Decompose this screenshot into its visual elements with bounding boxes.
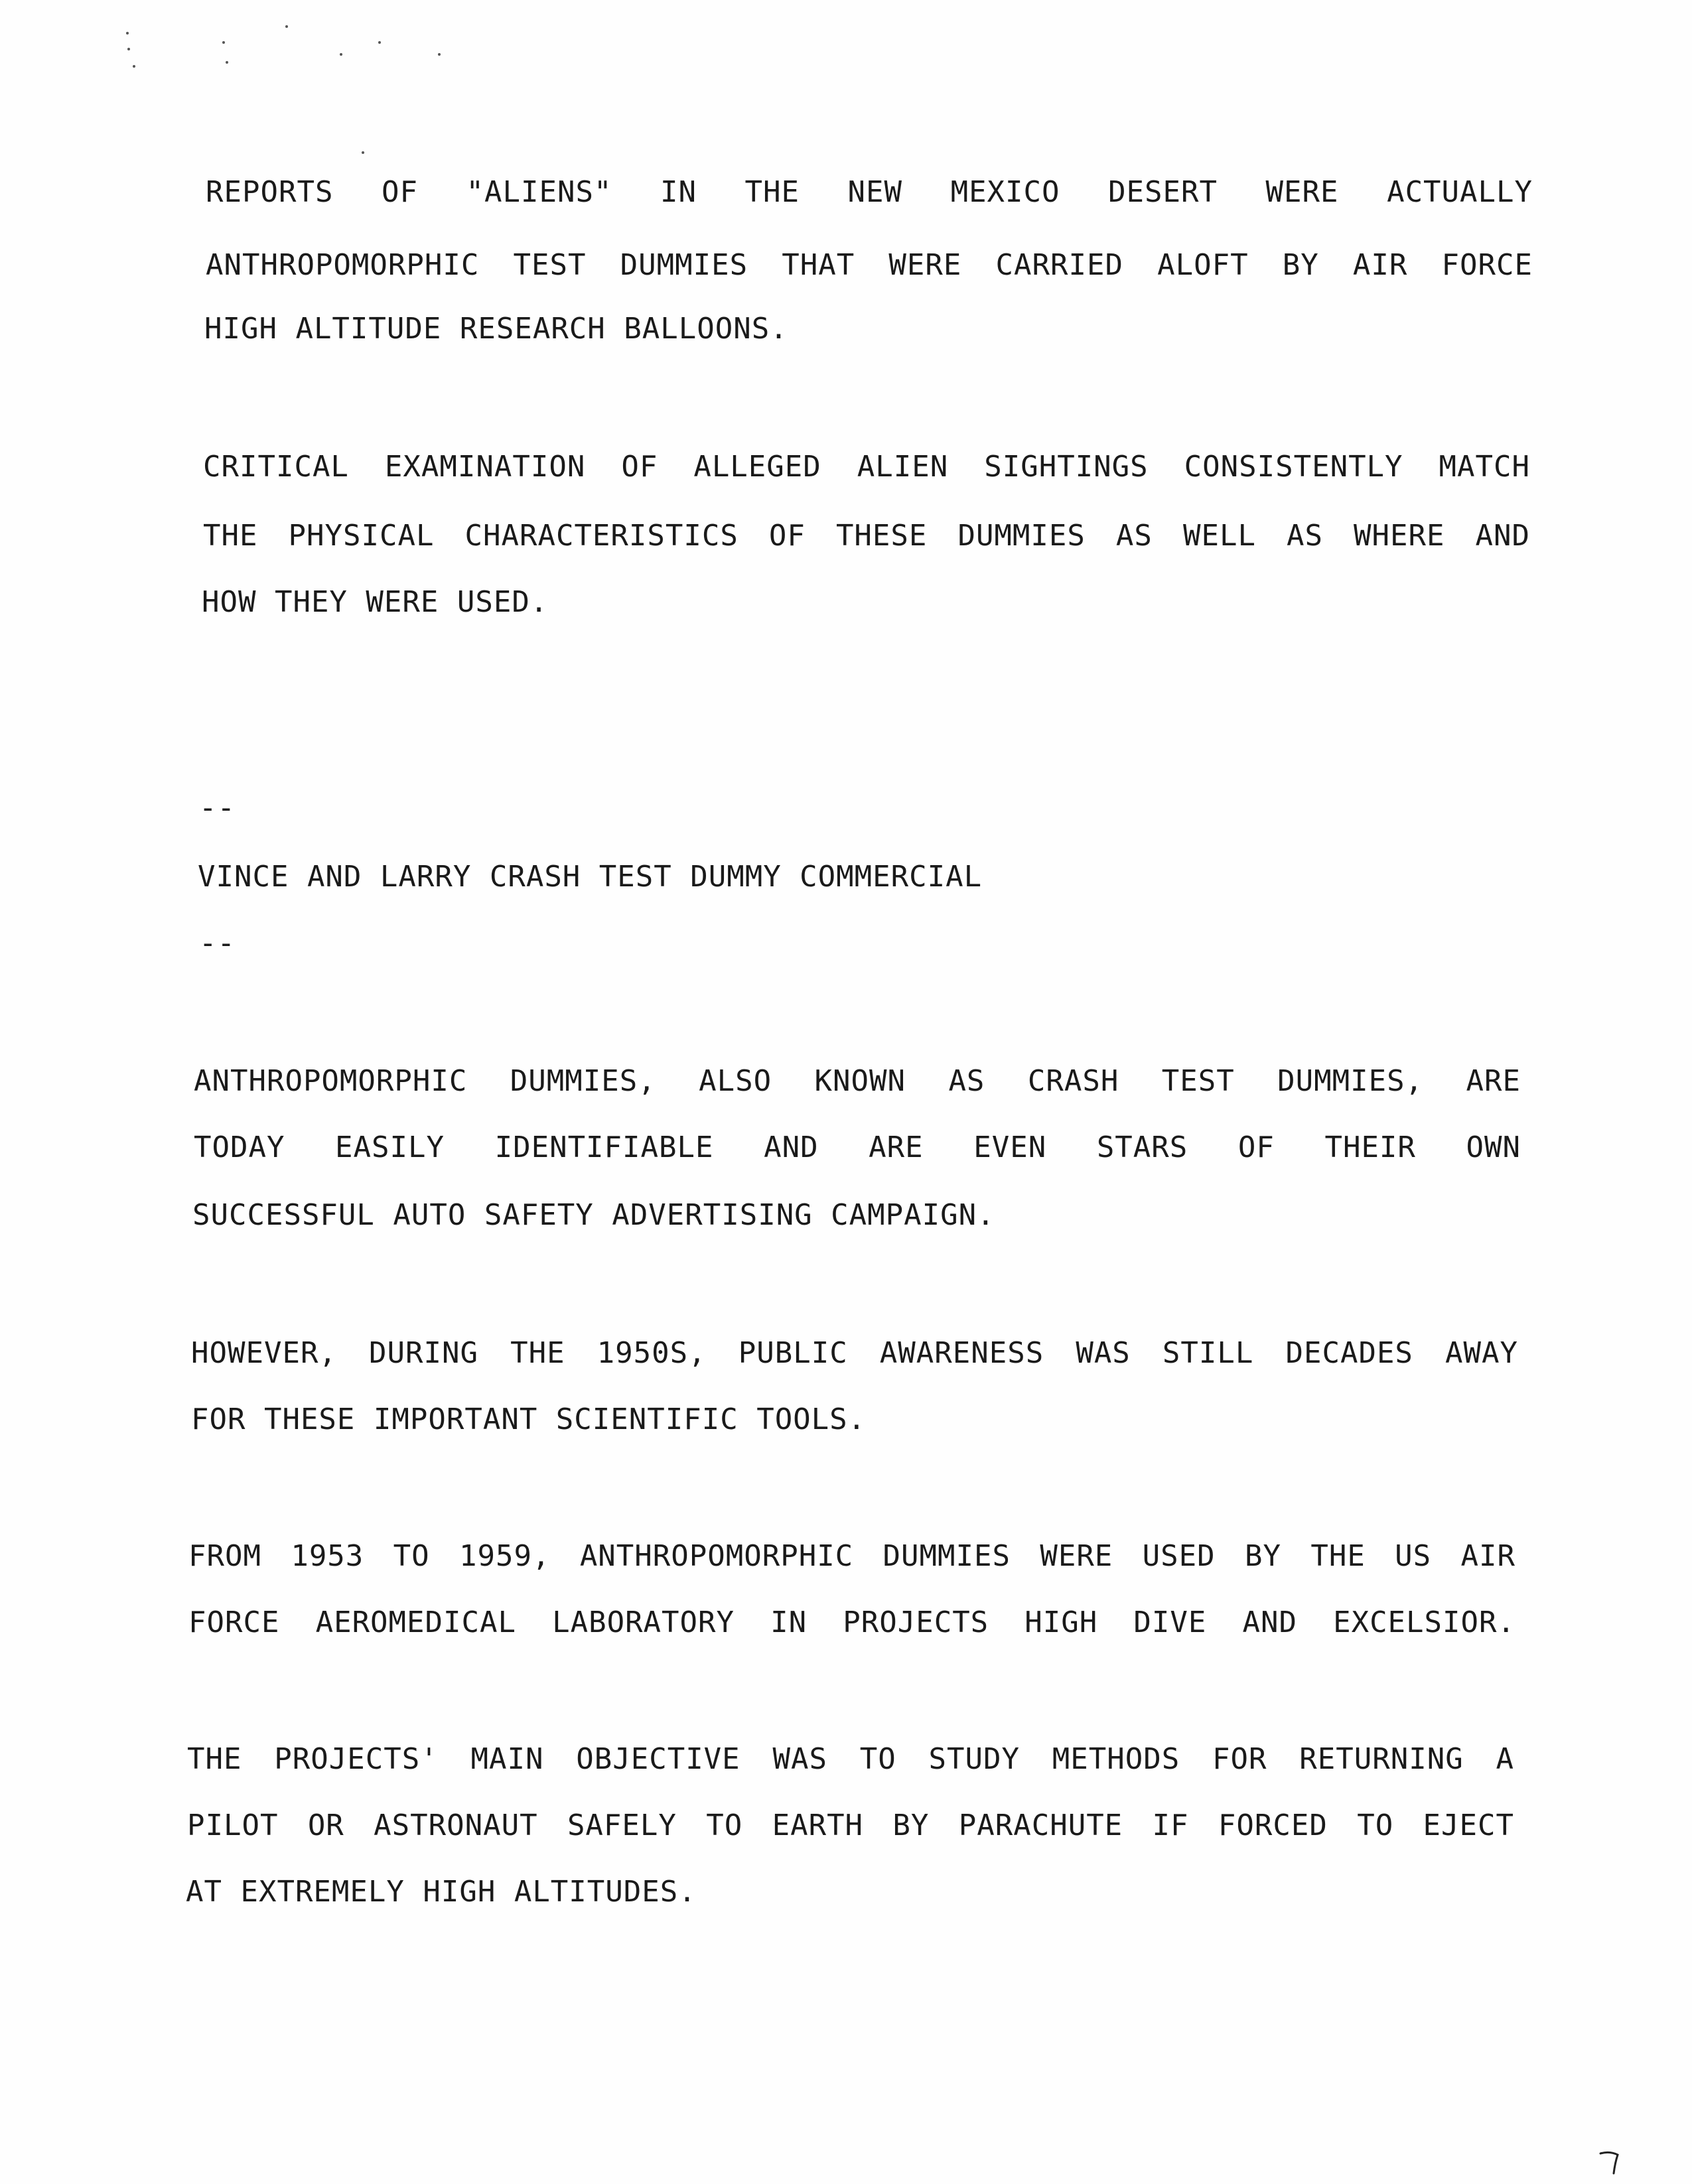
text-line: FROM 1953 TO 1959, ANTHROPOMORPHIC DUMMIES WERE USED BY THE US AIR <box>188 1539 1516 1573</box>
text-line: CRITICAL EXAMINATION OF ALLEGED ALIEN SIGHTINGS CONSISTENTLY MATCH <box>203 450 1530 484</box>
scan-speck <box>222 41 225 44</box>
text-line: PILOT OR ASTRONAUT SAFELY TO EARTH BY PARACHUTE IF FORCED TO EJECT <box>187 1809 1514 1842</box>
text-line: ANTHROPOMORPHIC DUMMIES, ALSO KNOWN AS CRASH TEST DUMMIES, ARE <box>194 1064 1521 1098</box>
dash-separator: -- <box>199 926 236 960</box>
text-line: HOW THEY WERE USED. <box>202 585 549 619</box>
text-line: AT EXTREMELY HIGH ALTITUDES. <box>186 1875 697 1909</box>
scan-speck <box>340 53 342 56</box>
scan-speck <box>438 53 441 56</box>
text-line: THE PROJECTS' MAIN OBJECTIVE WAS TO STUDY METHODS FOR RETURNING A <box>187 1742 1514 1776</box>
text-line: TODAY EASILY IDENTIFIABLE AND ARE EVEN STARS OF THEIR OWN <box>194 1130 1521 1164</box>
scan-speck <box>285 25 288 28</box>
text-line: HOWEVER, DURING THE 1950S, PUBLIC AWARENESS WAS STILL DECADES AWAY <box>191 1336 1518 1370</box>
text-line <box>206 175 1533 209</box>
text-line: FORCE AEROMEDICAL LABORATORY IN PROJECTS HIGH DIVE AND EXCELSIOR. <box>188 1605 1516 1639</box>
scan-speck <box>378 41 381 44</box>
scan-speck <box>133 65 135 68</box>
text-line: ANTHROPOMORPHIC TEST DUMMIES THAT WERE CARRIED ALOFT BY AIR FORCE <box>206 248 1533 282</box>
handwritten-page-number <box>1598 2150 1624 2176</box>
segment-heading: VINCE AND LARRY CRASH TEST DUMMY COMMERCIAL <box>198 860 983 894</box>
text-line-content: REPORTS OF "ALIENS" IN THE NEW MEXICO DESERT WERE ACTUALLY <box>206 175 1533 209</box>
scan-speck <box>362 151 364 154</box>
dash-separator: -- <box>199 791 236 825</box>
text-line: SUCCESSFUL AUTO SAFETY ADVERTISING CAMPAIGN. <box>192 1198 995 1232</box>
text-line: HIGH ALTITUDE RESEARCH BALLOONS. <box>204 312 788 346</box>
scan-speck <box>226 61 228 64</box>
text-line: FOR THESE IMPORTANT SCIENTIFIC TOOLS. <box>191 1402 867 1436</box>
scan-speck <box>126 32 129 34</box>
scan-speck <box>127 48 130 50</box>
text-line: THE PHYSICAL CHARACTERISTICS OF THESE DUMMIES AS WELL AS WHERE AND <box>203 519 1530 553</box>
